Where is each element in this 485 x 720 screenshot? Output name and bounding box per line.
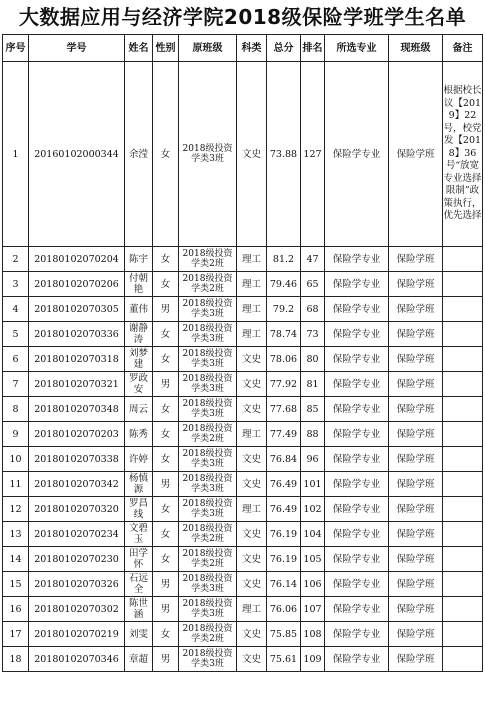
cell-no: 12 xyxy=(3,497,29,522)
cell-major: 保险学专业 xyxy=(325,547,389,572)
cell-no: 14 xyxy=(3,547,29,572)
cell-gender: 男 xyxy=(153,597,179,622)
cell-score: 77.92 xyxy=(267,372,301,397)
cell-category: 理工 xyxy=(237,297,267,322)
page-title: 大数据应用与经济学院2018级保险学班学生名单 xyxy=(18,5,467,29)
cell-note xyxy=(443,347,483,372)
cell-note xyxy=(443,472,483,497)
cell-note xyxy=(443,422,483,447)
header-cell-major: 所选专业 xyxy=(325,35,389,62)
header-cell-score: 总分 xyxy=(267,35,301,62)
cell-orig-class: 2018级投资学类3班 xyxy=(179,322,237,347)
table-row xyxy=(3,297,483,322)
cell-major: 保险学专业 xyxy=(325,447,389,472)
cell-category: 文史 xyxy=(237,397,267,422)
cell-major: 保险学专业 xyxy=(325,372,389,397)
cell-note xyxy=(443,272,483,297)
cell-gender: 男 xyxy=(153,647,179,672)
cell-category: 文史 xyxy=(237,522,267,547)
cell-major: 保险学专业 xyxy=(325,347,389,372)
cell-rank: 127 xyxy=(301,62,325,247)
cell-rank: 85 xyxy=(301,397,325,422)
cell-no: 2 xyxy=(3,247,29,272)
cell-category: 理工 xyxy=(237,272,267,297)
cell-no: 16 xyxy=(3,597,29,622)
cell-current-class: 保险学班 xyxy=(389,372,443,397)
cell-orig-class: 2018级投资学类3班 xyxy=(179,572,237,597)
cell-no: 18 xyxy=(3,647,29,672)
cell-category: 理工 xyxy=(237,497,267,522)
cell-gender: 女 xyxy=(153,447,179,472)
cell-score: 75.85 xyxy=(267,622,301,647)
cell-current-class: 保险学班 xyxy=(389,397,443,422)
cell-gender: 女 xyxy=(153,547,179,572)
cell-category: 理工 xyxy=(237,322,267,347)
cell-orig-class: 2018级投资学类3班 xyxy=(179,372,237,397)
cell-orig-class: 2018级投资学类3班 xyxy=(179,62,237,247)
cell-name: 陈世涵 xyxy=(125,597,153,622)
cell-no: 3 xyxy=(3,272,29,297)
cell-current-class: 保险学班 xyxy=(389,247,443,272)
cell-name: 陈宇 xyxy=(125,247,153,272)
cell-current-class: 保险学班 xyxy=(389,297,443,322)
cell-orig-class: 2018级投资学类2班 xyxy=(179,547,237,572)
cell-rank: 108 xyxy=(301,622,325,647)
table-row xyxy=(3,62,483,247)
header-cell-note: 备注 xyxy=(443,35,483,62)
cell-orig-class: 2018级投资学类3班 xyxy=(179,472,237,497)
cell-score: 76.84 xyxy=(267,447,301,472)
cell-category: 理工 xyxy=(237,247,267,272)
cell-student-id: 20180102070305 xyxy=(29,297,125,322)
cell-gender: 女 xyxy=(153,422,179,447)
table-row xyxy=(3,272,483,297)
cell-score: 79.46 xyxy=(267,272,301,297)
cell-score: 76.14 xyxy=(267,572,301,597)
cell-rank: 96 xyxy=(301,447,325,472)
cell-name: 许婷 xyxy=(125,447,153,472)
cell-orig-class: 2018级投资学类3班 xyxy=(179,347,237,372)
cell-note xyxy=(443,447,483,472)
cell-student-id: 20180102070320 xyxy=(29,497,125,522)
cell-rank: 73 xyxy=(301,322,325,347)
header-cell-orig-class: 原班级 xyxy=(179,35,237,62)
cell-name: 罗昌线 xyxy=(125,497,153,522)
cell-note: 根据校长议【2019】22号，校党发【2018】36号“放宽专业选择限制”政策执行，优先选择 xyxy=(443,62,483,247)
cell-no: 7 xyxy=(3,372,29,397)
cell-category: 文史 xyxy=(237,372,267,397)
cell-major: 保险学专业 xyxy=(325,322,389,347)
cell-student-id: 20180102070206 xyxy=(29,272,125,297)
cell-rank: 101 xyxy=(301,472,325,497)
cell-name: 刘梦建 xyxy=(125,347,153,372)
cell-category: 文史 xyxy=(237,347,267,372)
table-row xyxy=(3,372,483,397)
cell-rank: 107 xyxy=(301,597,325,622)
cell-no: 11 xyxy=(3,472,29,497)
cell-gender: 女 xyxy=(153,247,179,272)
cell-gender: 男 xyxy=(153,572,179,597)
cell-student-id: 20180102070230 xyxy=(29,547,125,572)
cell-score: 78.74 xyxy=(267,322,301,347)
cell-score: 76.19 xyxy=(267,522,301,547)
cell-major: 保险学专业 xyxy=(325,272,389,297)
cell-score: 76.49 xyxy=(267,497,301,522)
table-row xyxy=(3,497,483,522)
header-cell-rank: 排名 xyxy=(301,35,325,62)
cell-name: 陈秀 xyxy=(125,422,153,447)
cell-rank: 80 xyxy=(301,347,325,372)
cell-score: 77.49 xyxy=(267,422,301,447)
cell-score: 75.61 xyxy=(267,647,301,672)
cell-major: 保险学专业 xyxy=(325,572,389,597)
cell-name: 田学怀 xyxy=(125,547,153,572)
cell-gender: 女 xyxy=(153,347,179,372)
cell-current-class: 保险学班 xyxy=(389,447,443,472)
cell-score: 77.68 xyxy=(267,397,301,422)
cell-note xyxy=(443,522,483,547)
cell-gender: 女 xyxy=(153,522,179,547)
cell-student-id: 20180102070204 xyxy=(29,247,125,272)
cell-name: 刘雯 xyxy=(125,622,153,647)
cell-gender: 女 xyxy=(153,322,179,347)
cell-gender: 男 xyxy=(153,297,179,322)
cell-orig-class: 2018级投资学类2班 xyxy=(179,622,237,647)
cell-orig-class: 2018级投资学类2班 xyxy=(179,422,237,447)
cell-category: 文史 xyxy=(237,472,267,497)
table-row xyxy=(3,422,483,447)
cell-current-class: 保险学班 xyxy=(389,622,443,647)
header-row xyxy=(3,35,483,62)
cell-student-id: 20180102070348 xyxy=(29,397,125,422)
cell-name: 余滢 xyxy=(125,62,153,247)
cell-major: 保险学专业 xyxy=(325,422,389,447)
cell-name: 董伟 xyxy=(125,297,153,322)
cell-category: 文史 xyxy=(237,647,267,672)
cell-rank: 65 xyxy=(301,272,325,297)
cell-rank: 47 xyxy=(301,247,325,272)
cell-rank: 81 xyxy=(301,372,325,397)
cell-category: 文史 xyxy=(237,62,267,247)
cell-major: 保险学专业 xyxy=(325,522,389,547)
table-row xyxy=(3,622,483,647)
cell-gender: 女 xyxy=(153,62,179,247)
cell-student-id: 20180102070302 xyxy=(29,597,125,622)
cell-orig-class: 2018级投资学类2班 xyxy=(179,247,237,272)
cell-score: 76.49 xyxy=(267,472,301,497)
cell-name: 谢静涛 xyxy=(125,322,153,347)
header-cell-no: 序号 xyxy=(3,35,29,62)
cell-score: 81.2 xyxy=(267,247,301,272)
cell-orig-class: 2018级投资学类2班 xyxy=(179,272,237,297)
table-row xyxy=(3,472,483,497)
cell-orig-class: 2018级投资学类3班 xyxy=(179,597,237,622)
cell-note xyxy=(443,622,483,647)
cell-student-id: 20180102070346 xyxy=(29,647,125,672)
cell-student-id: 20180102070342 xyxy=(29,472,125,497)
cell-no: 1 xyxy=(3,62,29,247)
cell-note xyxy=(443,372,483,397)
cell-major: 保险学专业 xyxy=(325,247,389,272)
header-cell-current-class: 现班级 xyxy=(389,35,443,62)
cell-student-id: 20180102070219 xyxy=(29,622,125,647)
cell-current-class: 保险学班 xyxy=(389,347,443,372)
cell-note xyxy=(443,397,483,422)
table-row xyxy=(3,397,483,422)
cell-category: 文史 xyxy=(237,447,267,472)
cell-no: 17 xyxy=(3,622,29,647)
cell-student-id: 20180102070338 xyxy=(29,447,125,472)
table-row xyxy=(3,322,483,347)
cell-current-class: 保险学班 xyxy=(389,547,443,572)
cell-current-class: 保险学班 xyxy=(389,497,443,522)
cell-no: 9 xyxy=(3,422,29,447)
cell-no: 13 xyxy=(3,522,29,547)
table-row xyxy=(3,447,483,472)
cell-score: 78.06 xyxy=(267,347,301,372)
cell-orig-class: 2018级投资学类2班 xyxy=(179,522,237,547)
cell-major: 保险学专业 xyxy=(325,622,389,647)
cell-name: 石远全 xyxy=(125,572,153,597)
cell-current-class: 保险学班 xyxy=(389,647,443,672)
cell-name: 文碧玉 xyxy=(125,522,153,547)
cell-no: 4 xyxy=(3,297,29,322)
cell-orig-class: 2018级投资学类3班 xyxy=(179,647,237,672)
cell-student-id: 20180102070326 xyxy=(29,572,125,597)
cell-student-id: 20180102070321 xyxy=(29,372,125,397)
table-row xyxy=(3,572,483,597)
cell-student-id: 20180102070234 xyxy=(29,522,125,547)
cell-gender: 男 xyxy=(153,472,179,497)
cell-current-class: 保险学班 xyxy=(389,62,443,247)
cell-rank: 104 xyxy=(301,522,325,547)
cell-major: 保险学专业 xyxy=(325,297,389,322)
cell-major: 保险学专业 xyxy=(325,397,389,422)
cell-no: 8 xyxy=(3,397,29,422)
cell-score: 76.06 xyxy=(267,597,301,622)
cell-note xyxy=(443,497,483,522)
cell-current-class: 保险学班 xyxy=(389,522,443,547)
table-row xyxy=(3,522,483,547)
table-row xyxy=(3,247,483,272)
cell-rank: 102 xyxy=(301,497,325,522)
table-row xyxy=(3,647,483,672)
cell-no: 10 xyxy=(3,447,29,472)
cell-name: 周云 xyxy=(125,397,153,422)
cell-student-id: 20180102070318 xyxy=(29,347,125,372)
cell-major: 保险学专业 xyxy=(325,597,389,622)
cell-gender: 女 xyxy=(153,397,179,422)
table-row xyxy=(3,547,483,572)
cell-note xyxy=(443,322,483,347)
cell-current-class: 保险学班 xyxy=(389,272,443,297)
cell-note xyxy=(443,297,483,322)
cell-current-class: 保险学班 xyxy=(389,322,443,347)
cell-note xyxy=(443,647,483,672)
cell-gender: 女 xyxy=(153,622,179,647)
cell-major: 保险学专业 xyxy=(325,472,389,497)
header-cell-id: 学号 xyxy=(29,35,125,62)
cell-name: 杨慎源 xyxy=(125,472,153,497)
cell-no: 15 xyxy=(3,572,29,597)
cell-note xyxy=(443,572,483,597)
cell-note xyxy=(443,247,483,272)
table-row xyxy=(3,347,483,372)
header-cell-gender: 性别 xyxy=(153,35,179,62)
cell-score: 79.2 xyxy=(267,297,301,322)
cell-major: 保险学专业 xyxy=(325,647,389,672)
cell-gender: 女 xyxy=(153,272,179,297)
cell-rank: 68 xyxy=(301,297,325,322)
cell-major: 保险学专业 xyxy=(325,62,389,247)
cell-rank: 88 xyxy=(301,422,325,447)
cell-rank: 106 xyxy=(301,572,325,597)
cell-name: 付朝艳 xyxy=(125,272,153,297)
cell-current-class: 保险学班 xyxy=(389,422,443,447)
cell-category: 文史 xyxy=(237,572,267,597)
cell-category: 文史 xyxy=(237,547,267,572)
cell-orig-class: 2018级投资学类3班 xyxy=(179,297,237,322)
cell-orig-class: 2018级投资学类3班 xyxy=(179,397,237,422)
cell-note xyxy=(443,597,483,622)
cell-category: 理工 xyxy=(237,597,267,622)
cell-current-class: 保险学班 xyxy=(389,597,443,622)
cell-student-id: 20180102070336 xyxy=(29,322,125,347)
cell-gender: 女 xyxy=(153,497,179,522)
cell-gender: 男 xyxy=(153,372,179,397)
header-cell-name: 姓名 xyxy=(125,35,153,62)
table-row xyxy=(3,597,483,622)
cell-current-class: 保险学班 xyxy=(389,572,443,597)
cell-no: 6 xyxy=(3,347,29,372)
cell-category: 文史 xyxy=(237,622,267,647)
cell-category: 理工 xyxy=(237,422,267,447)
header-cell-category: 科类 xyxy=(237,35,267,62)
cell-student-id: 20160102000344 xyxy=(29,62,125,247)
cell-no: 5 xyxy=(3,322,29,347)
cell-name: 罗政安 xyxy=(125,372,153,397)
cell-name: 章超 xyxy=(125,647,153,672)
cell-note xyxy=(443,547,483,572)
cell-orig-class: 2018级投资学类3班 xyxy=(179,497,237,522)
cell-rank: 109 xyxy=(301,647,325,672)
cell-orig-class: 2018级投资学类3班 xyxy=(179,447,237,472)
cell-rank: 105 xyxy=(301,547,325,572)
cell-major: 保险学专业 xyxy=(325,497,389,522)
cell-student-id: 20180102070203 xyxy=(29,422,125,447)
cell-current-class: 保险学班 xyxy=(389,472,443,497)
student-table xyxy=(2,34,483,672)
cell-score: 73.88 xyxy=(267,62,301,247)
table-body xyxy=(3,62,483,672)
cell-score: 76.19 xyxy=(267,547,301,572)
